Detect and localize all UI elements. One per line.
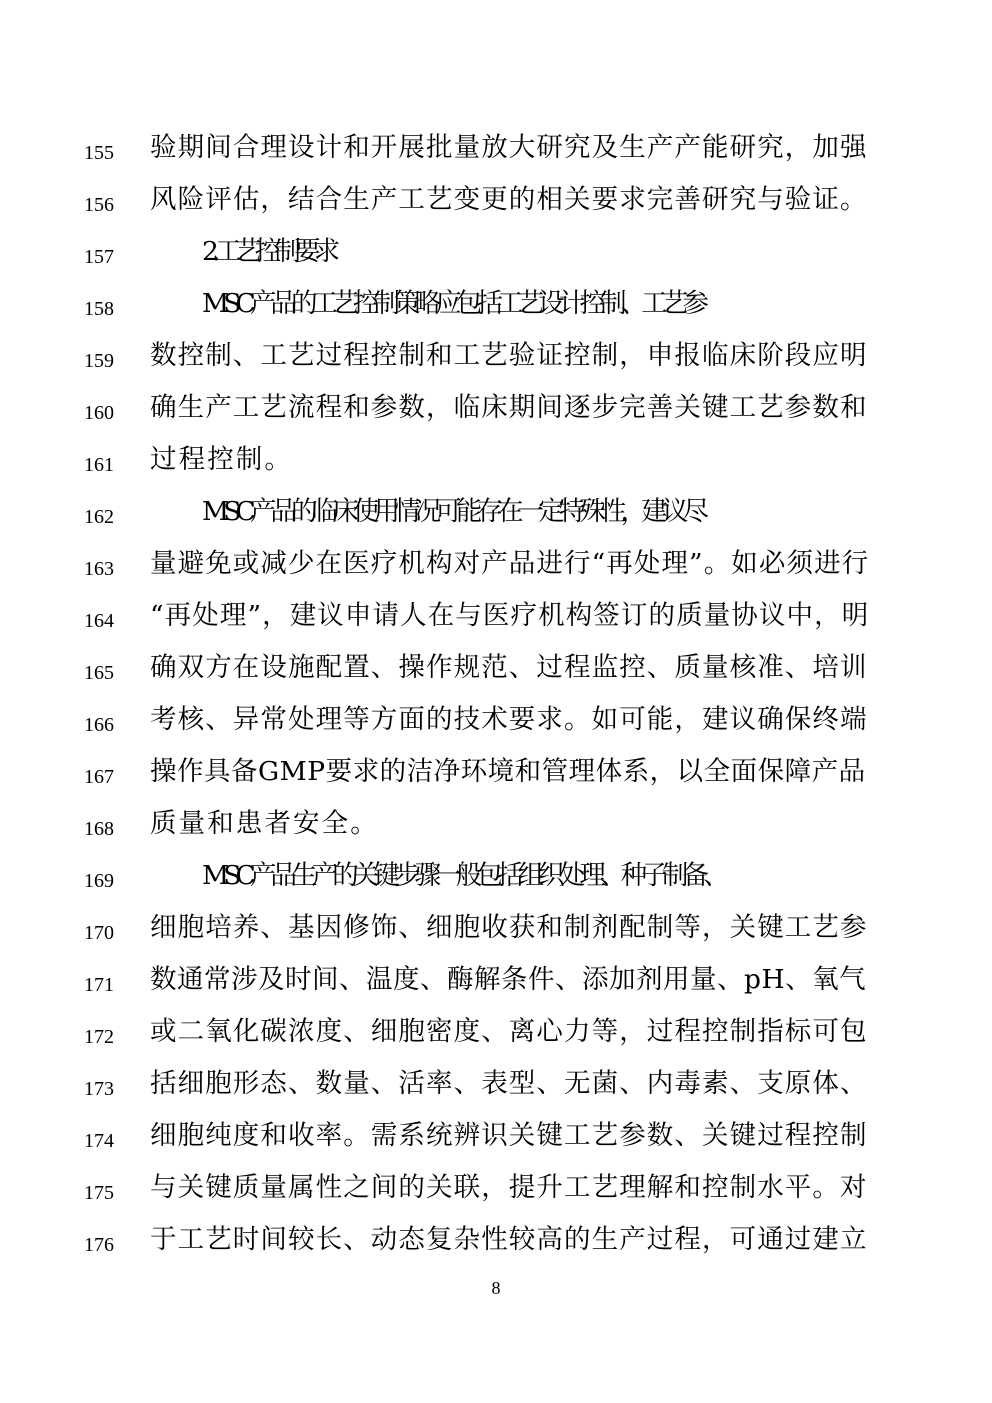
line-text: MSC产品的工艺控制策略应包括工艺设计控制、工艺参 [202, 288, 704, 319]
text-line [0, 232, 992, 272]
line-number: 163 [84, 558, 114, 580]
line-number: 157 [84, 246, 114, 268]
line-text: 风险评估，结合生产工艺变更的相关要求完善研究与验证。 [150, 184, 868, 215]
line-number: 168 [84, 818, 114, 840]
line-text: 确生产工艺流程和参数，临床期间逐步完善关键工艺参数和 [150, 392, 868, 423]
line-number: 176 [84, 1234, 114, 1256]
line-number: 161 [84, 454, 114, 476]
text-line [0, 388, 992, 428]
text-line [0, 180, 992, 220]
line-text: 考核、异常处理等方面的技术要求。如可能，建议确保终端 [150, 704, 868, 735]
line-text: “再处理”，建议申请人在与医疗机构签订的质量协议中，明 [150, 600, 870, 631]
line-text: 于工艺时间较长、动态复杂性较高的生产过程，可通过建立 [150, 1224, 868, 1255]
text-line [0, 960, 992, 1000]
line-number: 165 [84, 662, 114, 684]
line-text: 验期间合理设计和开展批量放大研究及生产产能研究，加强 [150, 132, 868, 163]
line-number: 167 [84, 766, 114, 788]
line-number: 170 [84, 922, 114, 944]
text-line [0, 908, 992, 948]
line-number: 172 [84, 1026, 114, 1048]
line-text: MSC产品生产的关键步骤一般包括组织处理、种子制备、 [202, 860, 724, 891]
text-line [0, 284, 992, 324]
text-line [0, 1012, 992, 1052]
line-number: 162 [84, 506, 114, 528]
section-heading: 2. 工艺控制要求 [202, 236, 334, 267]
text-line [0, 648, 992, 688]
text-line [0, 1220, 992, 1260]
line-text: 数控制、工艺过程控制和工艺验证控制，申报临床阶段应明 [150, 340, 868, 371]
line-text: 质量和患者安全。 [150, 808, 379, 839]
text-line [0, 440, 992, 480]
line-text: 确双方在设施配置、操作规范、过程监控、质量核准、培训 [150, 652, 868, 683]
line-number: 171 [84, 974, 114, 996]
text-line [0, 128, 992, 168]
line-number: 166 [84, 714, 114, 736]
text-line [0, 544, 992, 584]
line-number: 160 [84, 402, 114, 424]
line-number: 174 [84, 1130, 114, 1152]
text-line [0, 492, 992, 532]
line-text: 细胞纯度和收率。需系统辨识关键工艺参数、关键过程控制 [150, 1120, 868, 1151]
text-line [0, 752, 992, 792]
line-number: 159 [84, 350, 114, 372]
line-number: 173 [84, 1078, 114, 1100]
text-line [0, 596, 992, 636]
text-line [0, 804, 992, 844]
line-text: 数通常涉及时间、温度、酶解条件、添加剂用量、pH、氧气 [150, 964, 867, 995]
line-text: 或二氧化碳浓度、细胞密度、离心力等，过程控制指标可包 [150, 1016, 868, 1047]
page-number: 8 [491, 1278, 501, 1298]
text-line [0, 336, 992, 376]
line-number: 175 [84, 1182, 114, 1204]
line-text: 括细胞形态、数量、活率、表型、无菌、内毒素、支原体、 [150, 1068, 868, 1099]
line-text: 量避免或减少在医疗机构对产品进行“再处理”。如必须进行 [150, 548, 870, 579]
text-line [0, 1168, 992, 1208]
line-text: MSC产品的临床使用情况可能存在一定特殊性，建议尽 [202, 496, 704, 527]
text-line [0, 856, 992, 896]
line-number: 164 [84, 610, 114, 632]
line-text: 过程控制。 [150, 444, 293, 475]
line-number: 169 [84, 870, 114, 892]
text-line [0, 1116, 992, 1156]
text-line [0, 1064, 992, 1104]
line-number: 156 [84, 194, 114, 216]
line-text: 操作具备GMP要求的洁净环境和管理体系，以全面保障产品 [150, 756, 866, 787]
text-line [0, 700, 992, 740]
line-text: 与关键质量属性之间的关联，提升工艺理解和控制水平。对 [150, 1172, 868, 1203]
line-text: 细胞培养、基因修饰、细胞收获和制剂配制等，关键工艺参 [150, 912, 868, 943]
line-number: 155 [84, 142, 114, 164]
line-number: 158 [84, 298, 114, 320]
